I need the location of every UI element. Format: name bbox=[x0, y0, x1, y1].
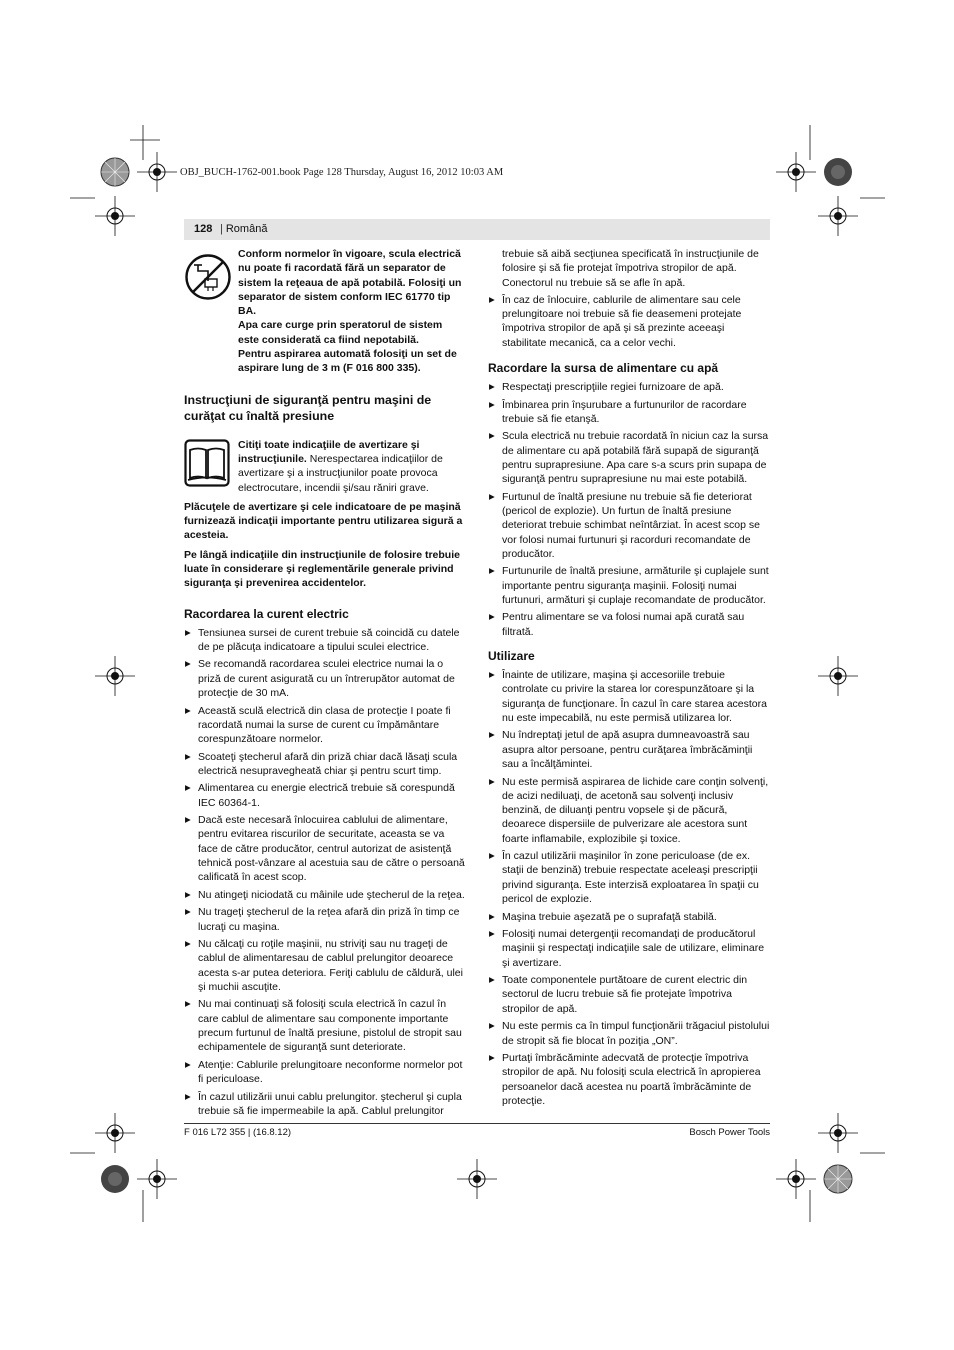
list-item: ▶ Furtunul de înaltă presiune nu trebuie să fie deteriorat (pericol de explozie). Un furtun de înaltă presiune deteriorat trebuie schimbat neîntârziat. În acest scop se vor folosi numai furtunuri şi racorduri recomandate de producător. bbox=[488, 490, 770, 561]
list-item: ▶ În cazul utilizării maşinilor în zone periculoase (de ex. staţii de benzină) trebuie respectate aceleaşi prescripţii privind siguranţa. Este interzisă exploatarea în spaţii cu pericol de explozie. bbox=[488, 849, 770, 906]
separator-notice bbox=[184, 247, 465, 376]
read-manual-book-icon bbox=[184, 439, 230, 487]
regulations-paragraph: Pe lângă indicaţiile din instrucţiunile de folosire trebuie luate în considerare şi reglementările generale privind siguranţa şi prevenirea accidentelor. bbox=[184, 548, 460, 590]
list-item: ▶ Toate componentele purtătoare de curent electric din sectorul de lucru trebuie să fie protejate împotriva stropilor de apă. bbox=[488, 973, 770, 1016]
list-item: ▶ Maşina trebuie aşezată pe o suprafaţă stabilă. bbox=[488, 910, 770, 924]
list-item: ▶ Nu atingeţi niciodată cu mâinile ude ştecherul de la reţea. bbox=[184, 888, 465, 902]
read-manual-notice bbox=[184, 438, 465, 495]
read-manual-bold: Citiţi toate indicaţiile de avertizare şi instrucţiunile. bbox=[238, 438, 420, 465]
list-item: ▶ Nu este permisă aspirarea de lichide care conţin solvenţi, de acizi nediluaţi, de acetonă sau solvenţi inclusiv benzină, de diluanţi pentru vopsele şi de păcură, deoarece dispersiile de pulverizare ale acestora sunt foarte inflamabile, explozibile şi toxice. bbox=[488, 775, 770, 846]
file-slug: OBJ_BUCH-1762-001.book Page 128 Thursday, August 16, 2012 10:03 AM bbox=[180, 167, 504, 178]
registration-mark-icon bbox=[137, 152, 177, 192]
list-item: ▶ Purtaţi îmbrăcăminte adecvată de protecţie împotriva stropilor de apă. Nu folosiţi scula electrică în apropierea persoanelor dacă acestea nu poartă îmbrăcăminte de protecţie. bbox=[488, 1051, 770, 1108]
list-item: ▶ În caz de înlocuire, cablurile de alimentare sau cele prelungitoare noi trebuie să fie deasemeni protejate împotriva stropilor de apă şi să prezinte aceeaşi stabilitate mecanică, ca a celor vechi. bbox=[488, 293, 770, 350]
list-item: ▶ Atenţie: Cablurile prelungitoare neconforme normelor pot fi periculoase. bbox=[184, 1058, 465, 1087]
use-heading: Utilizare bbox=[488, 649, 535, 664]
list-item: ▶ Nu trageţi ştecherul de la reţea afară din priză în timp ce lucraţi cu maşina. bbox=[184, 905, 465, 934]
list-item: ▶ Nu este permis ca în timpul funcţionării trăgaciul pistolului de stropit să fie blocat în poziţia „ON”. bbox=[488, 1019, 770, 1048]
list-item: ▶ Înainte de utilizare, maşina şi accesoriile trebuie controlate cu privire la starea lor corespunzătoare şi la siguranţa de funcţionare. În cazul în care starea acestora nu este impecabilă, nu este permisă utilizarea lor. bbox=[488, 668, 770, 725]
list-item: ▶ Folosiţi numai detergenţii recomandaţi de producătorul maşinii şi respectaţi indicaţiile sale de utilizare, eliminare şi avertizare. bbox=[488, 927, 770, 970]
read-manual-text: Nerespectarea indicaţiilor de avertizare şi a instrucţiunilor poate provoca electrocutare, incendii şi/sau răniri grave. bbox=[238, 452, 443, 494]
footer-rule bbox=[184, 1123, 770, 1124]
water-list bbox=[488, 380, 770, 639]
registration-mark-icon bbox=[776, 152, 816, 192]
list-item: ▶ Nu mai continuaţi să folosiţi scula electrică în cazul în care cablul de alimentare sau componente importante precum furtunul de înaltă presiune, pistolul de stropit sau echipamentele de siguranţă sunt deteriorate. bbox=[184, 997, 465, 1054]
list-item: ▶ Pentru alimentare se va folosi numai apă curată sau filtrată. bbox=[488, 610, 770, 639]
electric-heading: Racordarea la curent electric bbox=[184, 606, 349, 621]
list-item: ▶ Se recomandă racordarea sculei electrice numai la o priză de curent asigurată cu un întrerupător automat de protecţie de 30 mA. bbox=[184, 657, 465, 700]
separator-notice-line: Conform normelor în vigoare, scula electrică nu poate fi racordată fără un separator de sistem la reţeaua de apă potabilă. Folosiţi un separator de sistem conform IEC 61770 tip BA. bbox=[238, 248, 462, 318]
left-column bbox=[184, 247, 465, 1121]
list-item: ▶ Îmbinarea prin înşurubare a furtunurilor de racordare trebuie să fie etanşă. bbox=[488, 398, 770, 427]
separator-notice-line: Pentru aspirarea automată folosiţi un set de aspirare lung de 3 m (F 016 800 335). bbox=[238, 348, 457, 375]
safety-heading: Instrucţiuni de siguranţă pentru maşini de curăţat cu înaltă presiune bbox=[184, 392, 432, 423]
color-target-icon bbox=[824, 158, 852, 186]
continuation-list bbox=[488, 293, 770, 350]
page-number: 128 bbox=[194, 223, 213, 235]
list-item: ▶ Nu îndreptaţi jetul de apă asupra dumneavoastră sau asupra altor persoane, pentru curăţarea îmbrăcăminţii sau a încălţămintei. bbox=[488, 728, 770, 771]
list-item: ▶ Scula electrică nu trebuie racordată în niciun caz la sursa de alimentare cu apă potabilă fără supapă de siguranţă pentru suprapresiune. Apa care s-a scurs prin supapa de siguranţă pentru suprapresiune nu mai este potabilă. bbox=[488, 429, 770, 486]
footer-doc-code: F 016 L72 355 | (16.8.12) bbox=[184, 1127, 292, 1138]
continuation-text: trebuie să aibă secţiunea specificată în instrucţiunile de folosire şi să fie protejat împotriva stropilor de apă. Conectorul nu trebuie să se afle în apă. bbox=[502, 248, 759, 289]
warning-labels-paragraph: Plăcuţele de avertizare şi cele indicatoare de pe maşină furnizează indicaţii importante pentru utilizarea sigură a acesteia. bbox=[184, 500, 463, 542]
list-item: ▶ Alimentarea cu energie electrică trebuie să corespundă IEC 60364-1. bbox=[184, 781, 465, 810]
list-item: ▶ Nu călcaţi cu roţile maşinii, nu striviţi sau nu trageţi de cablul de alimentaresau de cablul prelungitor deoarece acesta s-ar putea deteriora. Feriţi cablulu de căldură, ulei şi muchii ascuţite. bbox=[184, 937, 465, 994]
list-item: ▶ Dacă este necesară înlocuirea cablului de alimentare, pentru evitarea riscurilor de securitate, aceasta se va face de către producător, centrul autorizat de asistenţă tehnică post-vânzare al acestuia sau de către o persoană calificată în acest scop. bbox=[184, 813, 465, 884]
water-heading: Racordare la sursa de alimentare cu apă bbox=[488, 361, 719, 376]
no-tap-separator-icon bbox=[184, 253, 232, 301]
separator-notice-line: Apa care curge prin speratorul de sistem este considerată ca fiind nepotabilă. bbox=[238, 319, 443, 346]
list-item: ▶ Tensiunea sursei de curent trebuie să coincidă cu datele de pe plăcuţa indicatoare a tipului sculei electrice. bbox=[184, 626, 465, 655]
list-item: ▶ Furtunurile de înaltă presiune, armăturile şi cuplajele sunt importante pentru siguranţa maşinii. Folosiţi numai furtunuri, armături şi cuplaje recomandate de producător. bbox=[488, 564, 770, 607]
footer-brand: Bosch Power Tools bbox=[689, 1127, 770, 1138]
page-header bbox=[184, 219, 770, 240]
list-item: ▶ Scoateţi ştecherul afară din priză chiar dacă lăsaţi scula electrică nesupravegheată chiar şi pentru scurt timp. bbox=[184, 750, 465, 779]
page-language: | Română bbox=[220, 223, 267, 235]
list-item: ▶ Respectaţi prescripţiile regiei furnizoare de apă. bbox=[488, 380, 770, 394]
use-list bbox=[488, 668, 770, 1108]
electric-list bbox=[184, 626, 465, 1119]
list-item: ▶ În cazul utilizării unui cablu prelungitor. ştecherul şi cupla trebuie să fie impermeabile la apă. Cablul prelungitor bbox=[184, 1090, 465, 1119]
list-item: ▶ Această sculă electrică din clasa de protecţie I poate fi racordată numai la surse de curent cu împământare corespunzătoare normelor. bbox=[184, 704, 465, 747]
right-column bbox=[488, 247, 770, 1111]
color-target-icon bbox=[101, 158, 129, 186]
